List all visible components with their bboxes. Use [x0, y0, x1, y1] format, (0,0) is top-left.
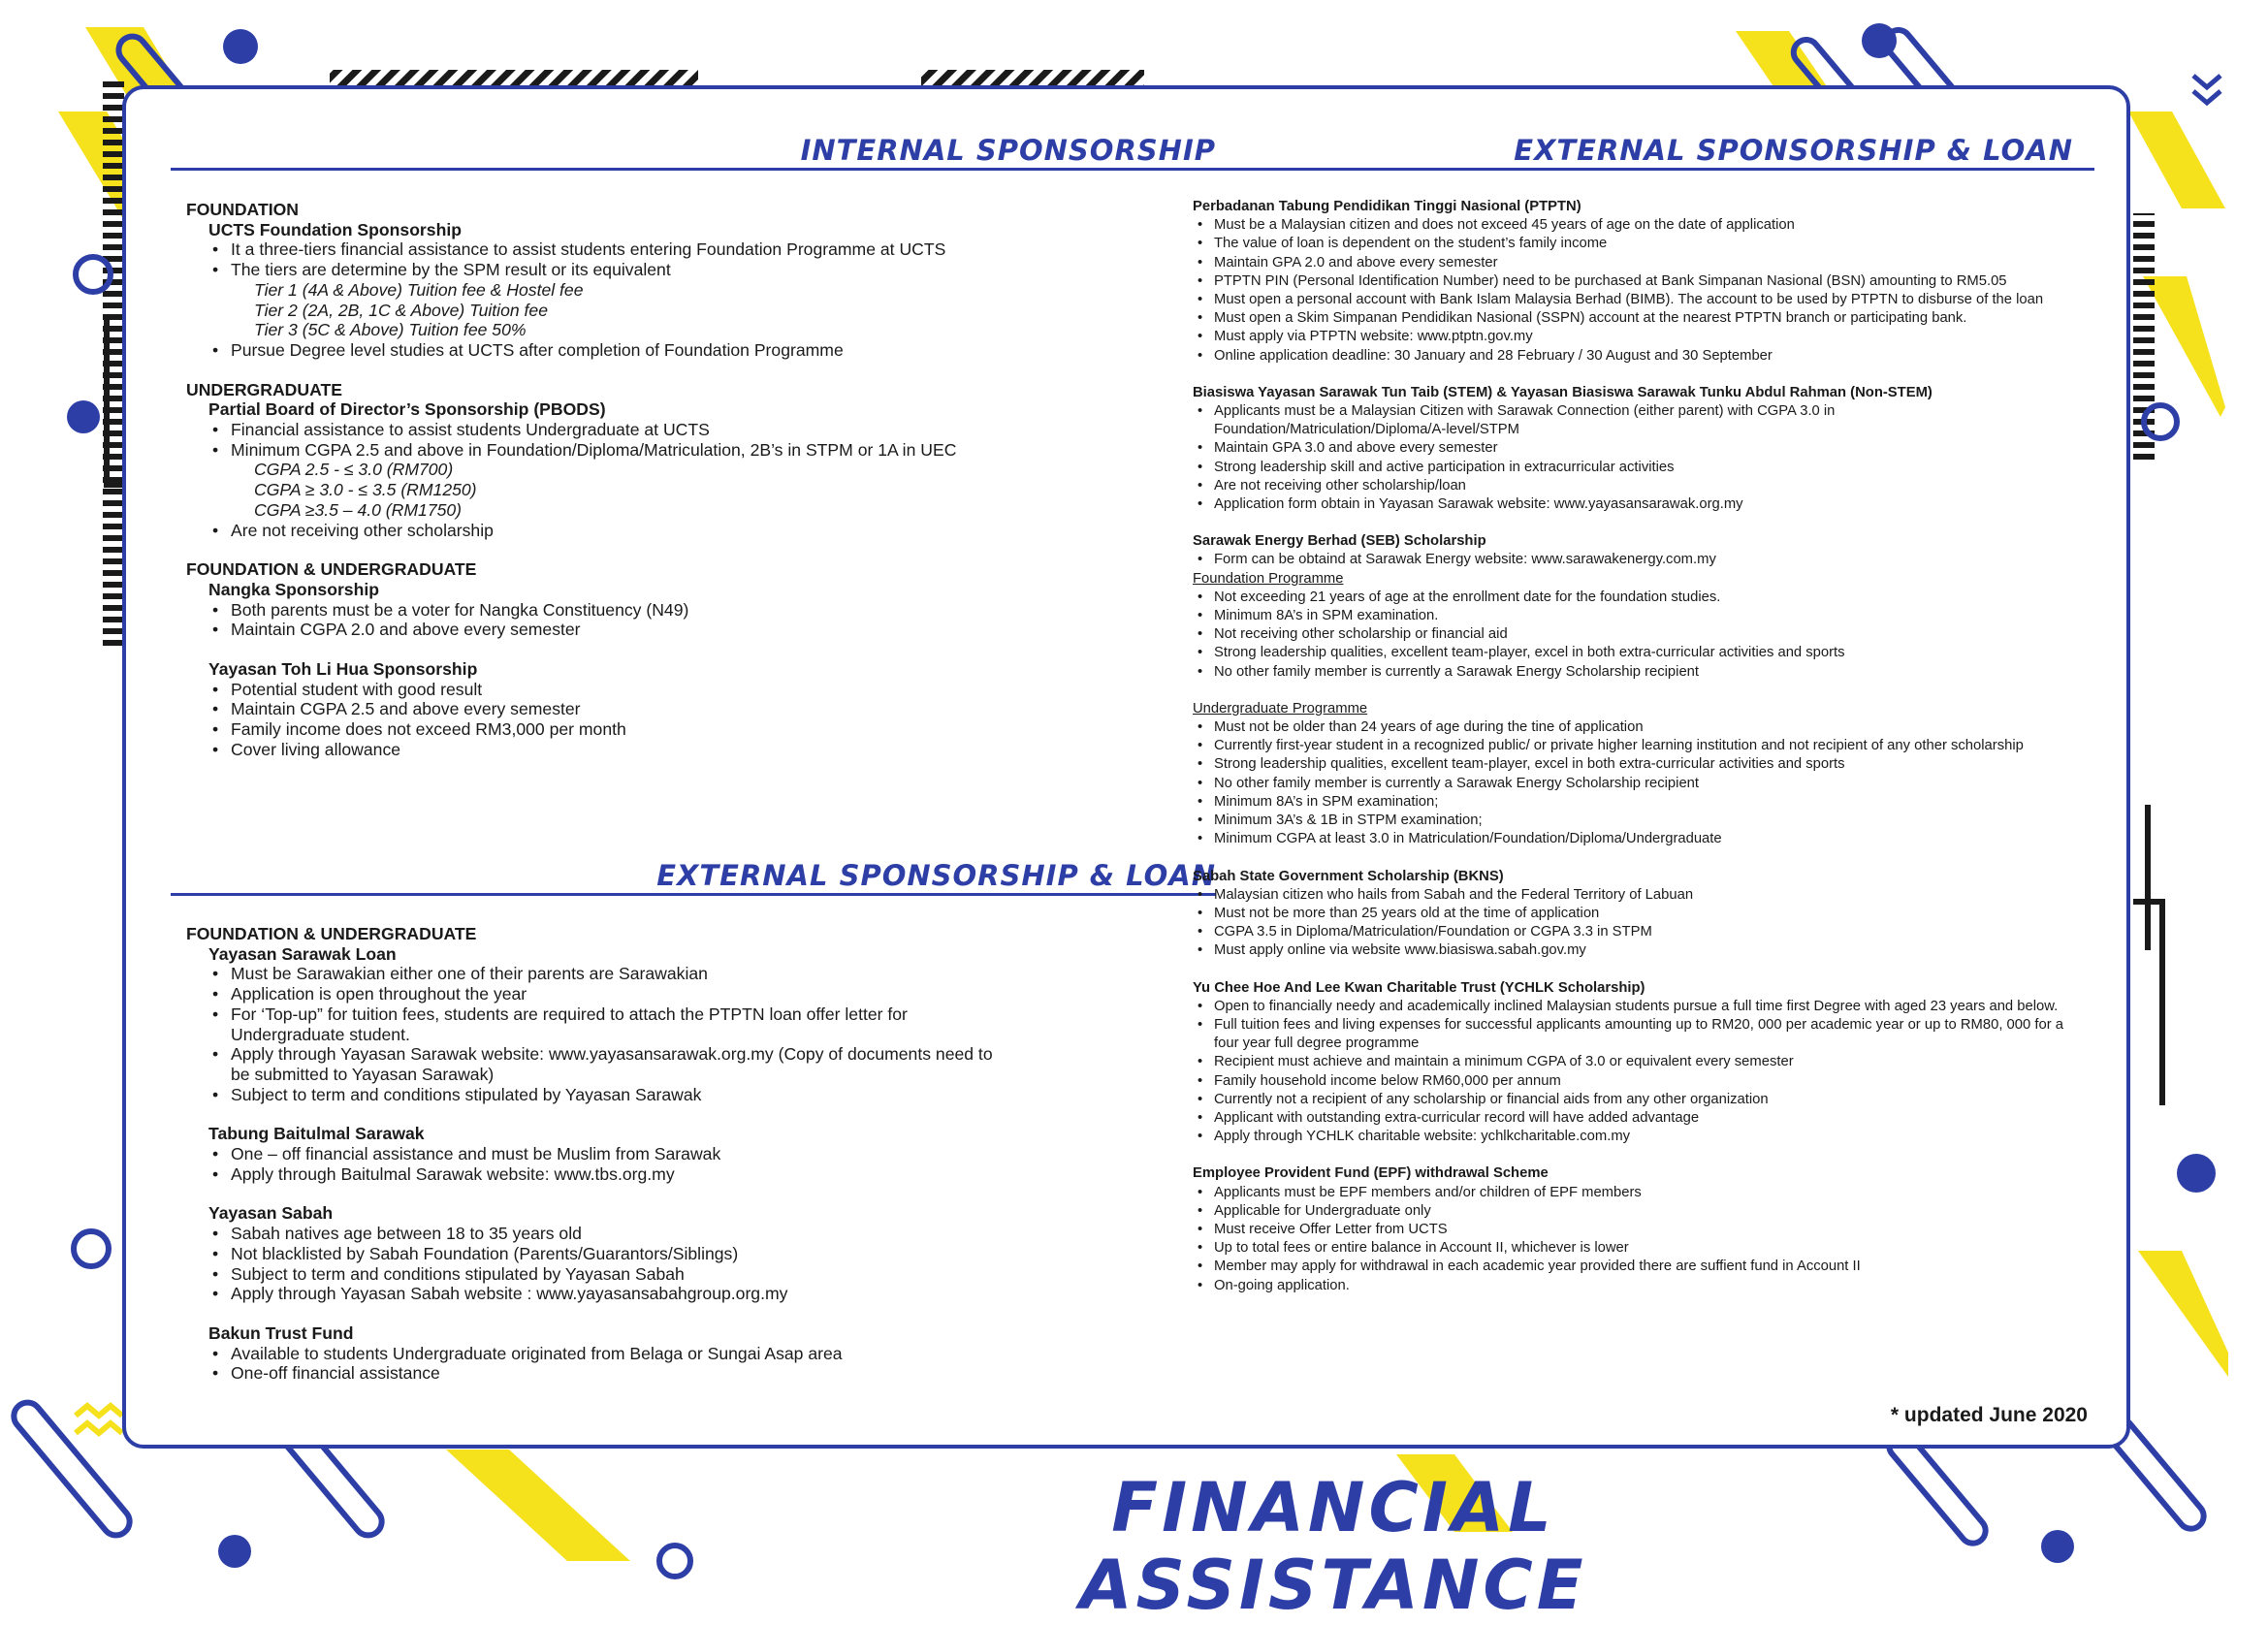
ychlk-list [1193, 998, 2085, 1147]
foundation-block [186, 200, 1204, 361]
list-item: • Both parents must be a voter for Nangka Constituency (N49) [231, 600, 1204, 621]
yayasan-sarawak-loan-title: Yayasan Sarawak Loan [208, 943, 397, 964]
internal-sponsorship-heading: INTERNAL SPONSORSHIP [800, 134, 1216, 167]
chevron-decor [2193, 76, 2220, 103]
yayasan-sabah-list [186, 1224, 1204, 1304]
foundation-undergraduate-title: FOUNDATION & UNDERGRADUATE [186, 559, 477, 580]
list-item: • Minimum 8A’s in SPM examination. [1214, 607, 2085, 625]
seb-undergraduate-subheading: Undergraduate Programme [1193, 700, 1368, 717]
yayasan-sabah-title: Yayasan Sabah [208, 1203, 334, 1224]
list-item: • Strong leadership qualities, excellent team-player, excel in both extra-curricular activities and sports [1214, 644, 2085, 662]
bakun-block [186, 1323, 1204, 1384]
list-item: • Recipient must achieve and maintain a minimum CGPA of 3.0 or equivalent every semester [1214, 1053, 2085, 1071]
undergraduate-title: UNDERGRADUATE [186, 379, 342, 399]
list-item: • Pursue Degree level studies at UCTS after completion of Foundation Programme [231, 340, 1204, 361]
tier-line: CGPA ≥ 3.0 - ≤ 3.5 (RM1250) [254, 480, 477, 500]
list-item: • Open to financially needy and academically inclined Malaysian students pursue a full time first Degree with aged 23 years and below. [1214, 998, 2085, 1016]
list-item: • Minimum CGPA 2.5 and above in Foundation/Diploma/Matriculation, 2B’s in STPM or 1A in UEC [231, 440, 1204, 461]
list-item: • Sabah natives age between 18 to 35 years old [231, 1224, 1204, 1244]
list-item: • Must be a Malaysian citizen and does not exceed 45 years of age on the date of application [1214, 216, 2085, 235]
seb-foundation-subheading: Foundation Programme [1193, 570, 1344, 587]
pbods-list [186, 420, 1204, 460]
list-item: • Applicants must be a Malaysian Citizen with Sarawak Connection (either parent) with CGPA 3.0 in Foundation/Matriculation/Diploma/A-level/STPM [1214, 402, 1912, 439]
list-item: • Are not receiving other scholarship/loan [1214, 477, 2085, 495]
yayasan-sarawak-loan-list [186, 964, 1204, 1104]
list-item: • Must be Sarawakian either one of their parents are Sarawakian [231, 964, 1204, 984]
list-item: • Minimum 8A’s in SPM examination; [1214, 793, 2085, 812]
undergraduate-block [186, 380, 1204, 541]
epf-title: Employee Provident Fund (EPF) withdrawal Scheme [1193, 1165, 1549, 1182]
list-item: • One – off financial assistance and must be Muslim from Sarawak [231, 1144, 1204, 1164]
list-item: • Must open a personal account with Bank Islam Malaysia Berhad (BIMB). The account to be used by PTPTN to disburse of the loan [1214, 291, 2085, 309]
tier-line: CGPA 2.5 - ≤ 3.0 (RM700) [254, 460, 454, 480]
bkns-list [1193, 886, 2085, 961]
list-item: • Maintain CGPA 2.5 and above every semester [231, 699, 1204, 719]
list-item: • Application is open throughout the year [231, 984, 1204, 1004]
external-left-column [186, 924, 1204, 1384]
internal-sponsorship-column [186, 200, 1204, 760]
tier-line: Tier 2 (2A, 2B, 1C & Above) Tuition fee [254, 300, 548, 320]
list-item: • On-going application. [1214, 1277, 2085, 1295]
list-item: • No other family member is currently a Sarawak Energy Scholarship recipient [1214, 775, 2085, 793]
list-item: • Cover living allowance [231, 740, 1204, 760]
yayasan-sarawak-loan-block [186, 944, 1204, 1105]
list-item: • Potential student with good result [231, 680, 1204, 700]
list-item: • No other family member is currently a Sarawak Energy Scholarship recipient [1214, 663, 2085, 682]
foundation-title: FOUNDATION [186, 200, 299, 219]
seb-undergraduate-list [1193, 718, 2085, 848]
baitulmal-title: Tabung Baitulmal Sarawak [208, 1124, 425, 1144]
list-item: • Apply through YCHLK charitable website: ychlkcharitable.com.my [1214, 1128, 2085, 1146]
baitulmal-block [186, 1124, 1204, 1184]
pbods-title: Partial Board of Director’s Sponsorship (PBODS) [208, 399, 606, 420]
bakun-title: Bakun Trust Fund [208, 1322, 354, 1343]
list-item: • It a three-tiers financial assistance to assist students entering Foundation Programme at UCTS [231, 239, 1204, 260]
external-right-column [1193, 198, 2085, 1295]
list-item: • Family household income below RM60,000 per annum [1214, 1072, 2085, 1091]
list-item: • Currently not a recipient of any scholarship or financial aids from any other organization [1214, 1091, 2085, 1109]
list-item: • Applicable for Undergraduate only [1214, 1202, 2085, 1221]
list-item: • Must not be older than 24 years of age during the tine of application [1214, 718, 2085, 737]
bakun-list [186, 1344, 1204, 1384]
list-item: • One-off financial assistance [231, 1363, 1204, 1384]
toh-li-hua-list [186, 680, 1204, 760]
list-item: • Must apply online via website www.biasiswa.sabah.gov.my [1214, 941, 2085, 960]
ucts-foundation-list [186, 239, 1204, 279]
yayasan-sabah-block [186, 1203, 1204, 1304]
foundation-undergraduate-block [186, 559, 1204, 759]
list-item: • Apply through Yayasan Sabah website : www.yayasansabahgroup.org.my [231, 1284, 1204, 1304]
list-item: • Currently first-year student in a recognized public/ or private higher learning institution and not recipient of any other scholarship [1214, 737, 2085, 755]
nangka-list [186, 600, 1204, 640]
yayasan-sarawak-scholarship-title: Biasiswa Yayasan Sarawak Tun Taib (STEM) & Yayasan Biasiswa Sarawak Tunku Abdul Rahman (Non-STEM) [1193, 384, 1933, 400]
list-item: • Up to total fees or entire balance in Account II, whichever is lower [1214, 1239, 2085, 1258]
list-item: • Maintain GPA 3.0 and above every semester [1214, 439, 2085, 458]
ptptn-block [1193, 198, 2085, 366]
yayasan-sarawak-scholarship-list [1193, 402, 2085, 514]
list-item: • CGPA 3.5 in Diploma/Matriculation/Foundation or CGPA 3.3 in STPM [1214, 923, 2085, 941]
ychlk-block [1193, 979, 2085, 1147]
content-panel [122, 85, 2130, 1449]
list-item: • Full tuition fees and living expenses for successful applicants amounting up to RM20, 000 per academic year or up to RM80, 000 for a four year full degree programme [1214, 1016, 2087, 1053]
list-item: • Form can be obtaind at Sarawak Energy website: www.sarawakenergy.com.my [1214, 551, 2085, 569]
external-right-heading: EXTERNAL SPONSORSHIP & LOAN [1514, 134, 2073, 167]
list-item: • Applicants must be EPF members and/or children of EPF members [1214, 1184, 2085, 1202]
yayasan-sarawak-scholarship-block [1193, 384, 2085, 514]
list-item: • The value of loan is dependent on the student’s family income [1214, 235, 2085, 253]
list-item: • Maintain CGPA 2.0 and above every semester [231, 620, 1204, 640]
list-item: • Subject to term and conditions stipulated by Yayasan Sabah [231, 1264, 1204, 1285]
ptptn-title: Perbadanan Tabung Pendidikan Tinggi Nasional (PTPTN) [1193, 199, 1581, 214]
seb-list [1193, 551, 2085, 569]
ychlk-title: Yu Chee Hoe And Lee Kwan Charitable Trust (YCHLK Scholarship) [1193, 979, 1645, 996]
bkns-block [1193, 868, 2085, 961]
list-item: • The tiers are determine by the SPM result or its equivalent [231, 260, 1204, 280]
list-item: • Family income does not exceed RM3,000 per month [231, 719, 1204, 740]
list-item: • PTPTN PIN (Personal Identification Number) need to be purchased at Bank Simpanan Nasional (BSN) amounting to RM5.05 [1214, 272, 2085, 291]
list-item: • Strong leadership qualities, excellent team-player, excel in both extra-curricular activities and sports [1214, 755, 2085, 774]
tier-line: Tier 3 (5C & Above) Tuition fee 50% [254, 320, 527, 340]
list-item: • Not receiving other scholarship or financial aid [1214, 625, 2085, 644]
list-item: • Apply through Baitulmal Sarawak website: www.tbs.org.my [231, 1164, 1204, 1185]
toh-li-hua-title: Yayasan Toh Li Hua Sponsorship [208, 659, 478, 680]
external-left-heading: EXTERNAL SPONSORSHIP & LOAN [656, 859, 1216, 892]
list-item: • Minimum CGPA at least 3.0 in Matriculation/Foundation/Diploma/Undergraduate [1214, 830, 2085, 848]
seb-title: Sarawak Energy Berhad (SEB) Scholarship [1193, 533, 1486, 550]
list-item: • Must not be more than 25 years old at the time of application [1214, 905, 2085, 923]
list-item: • Are not receiving other scholarship [231, 521, 1204, 541]
seb-foundation-list [1193, 589, 2085, 682]
external-left-rule [171, 893, 1216, 896]
ucts-foundation-list-2 [186, 340, 1204, 361]
ucts-foundation-title: UCTS Foundation Sponsorship [208, 219, 462, 239]
list-item: • Financial assistance to assist students Undergraduate at UCTS [231, 420, 1204, 440]
list-item: • Member may apply for withdrawal in each academic year provided there are suffient fund in Account II [1214, 1258, 2085, 1276]
list-item: • Must apply via PTPTN website: www.ptptn.gov.my [1214, 328, 2085, 346]
zigzag-decor [76, 1406, 122, 1433]
pbods-list-2 [186, 521, 1204, 541]
list-item: • Malaysian citizen who hails from Sabah and the Federal Territory of Labuan [1214, 886, 2085, 905]
page-title: FINANCIAL ASSISTANCE [1079, 1468, 1587, 1625]
tier-line: CGPA ≥3.5 – 4.0 (RM1750) [254, 499, 463, 520]
internal-heading-rule [171, 168, 1216, 171]
list-item: • Not exceeding 21 years of age at the enrollment date for the foundation studies. [1214, 589, 2085, 607]
baitulmal-list [186, 1144, 1204, 1184]
list-item: • Must receive Offer Letter from UCTS [1214, 1221, 2085, 1239]
list-item: • Subject to term and conditions stipulated by Yayasan Sarawak [231, 1085, 1204, 1105]
list-item: • Available to students Undergraduate originated from Belaga or Sungai Asap area [231, 1344, 1204, 1364]
tier-line: Tier 1 (4A & Above) Tuition fee & Hostel fee [254, 279, 584, 300]
list-item: • Not blacklisted by Sabah Foundation (Parents/Guarantors/Siblings) [231, 1244, 1204, 1264]
bkns-title: Sabah State Government Scholarship (BKNS) [1193, 868, 1504, 884]
list-item: • Online application deadline: 30 January and 28 February / 30 August and 30 September [1214, 347, 2085, 366]
epf-block [1193, 1164, 2085, 1294]
list-item: • Apply through Yayasan Sarawak website: www.yayasansarawak.org.my (Copy of documents need to be submitted to Yayasan Sarawak) [231, 1044, 1016, 1084]
list-item: • Must open a Skim Simpanan Pendidikan Nasional (SSPN) account at the nearest PTPTN branch or participating bank. [1214, 309, 2085, 328]
epf-list [1193, 1184, 2085, 1295]
nangka-title: Nangka Sponsorship [208, 579, 379, 599]
list-item: • Minimum 3A’s & 1B in STPM examination; [1214, 812, 2085, 830]
seb-block [1193, 532, 2085, 848]
list-item: • Applicant with outstanding extra-curricular record will have added advantage [1214, 1109, 2085, 1128]
external-right-rule [1173, 168, 2094, 171]
ptptn-list [1193, 216, 2085, 366]
updated-footnote: * updated June 2020 [1890, 1404, 2088, 1426]
external-left-title: FOUNDATION & UNDERGRADUATE [186, 924, 477, 943]
list-item: • Application form obtain in Yayasan Sarawak website: www.yayasansarawak.org.my [1214, 495, 2085, 514]
list-item: • Maintain GPA 2.0 and above every semester [1214, 254, 2085, 272]
list-item: • For ‘Top-up” for tuition fees, students are required to attach the PTPTN loan offer letter for Undergraduate student. [231, 1004, 929, 1044]
list-item: • Strong leadership skill and active participation in extracurricular activities [1214, 459, 2085, 477]
